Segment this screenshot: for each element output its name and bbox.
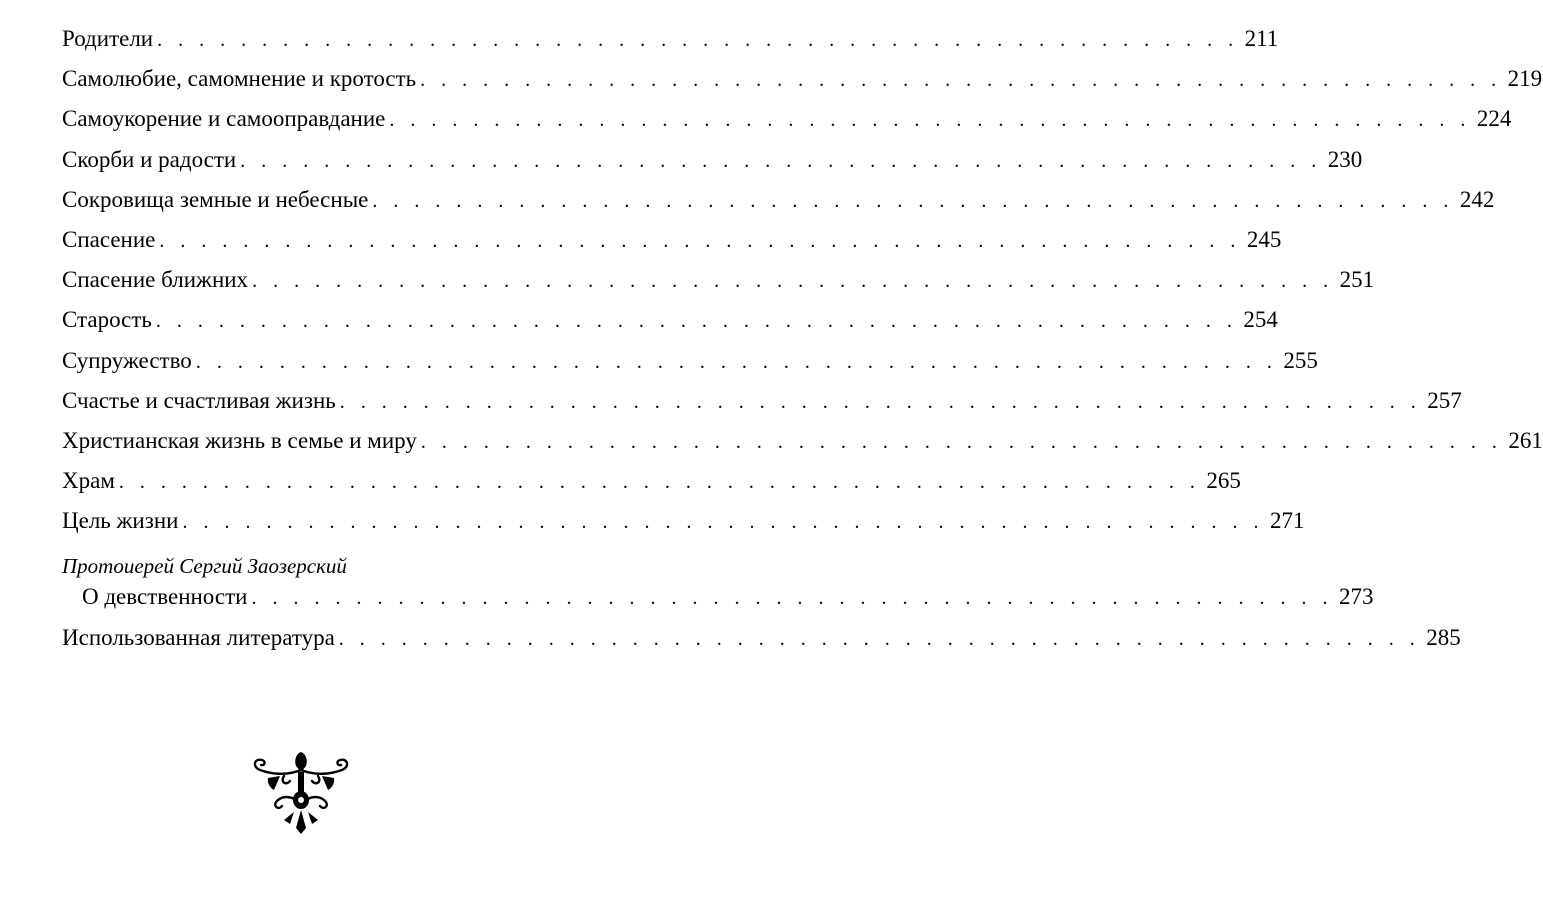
entry-title: Использованная литература: [62, 624, 335, 650]
toc-entry: [62, 508, 1305, 548]
entry-page: 219: [1507, 66, 1543, 92]
entry-title: Сокровища земные и небесные: [62, 186, 369, 212]
entry-title: Спасение ближних: [62, 267, 249, 293]
dot-leader: . . . . . . . . . . . . . . . . . . . . . . . . . . . . . . . . . . . . . . . . . . . . . . . . . . . .: [338, 627, 1421, 650]
floral-ornament-icon: [246, 748, 356, 838]
dot-leader: . . . . . . . . . . . . . . . . . . . . . . . . . . . . . . . . . . . . . . . . . . . . . . . . . . . .: [195, 350, 1278, 373]
entry-page: 211: [1244, 26, 1279, 51]
toc-entry: [62, 347, 1318, 388]
table-of-contents: [62, 26, 1543, 665]
toc-entry: [62, 106, 1512, 146]
entry-page: 230: [1327, 146, 1363, 172]
entry-title: О девственности: [82, 584, 248, 610]
dot-leader: . . . . . . . . . . . . . . . . . . . . . . . . . . . . . . . . . . . . . . . . . . . . . . . . . . . .: [251, 587, 1333, 610]
entry-page: 271: [1269, 508, 1305, 534]
entry-title: Христианская жизнь в семье и миру: [62, 427, 417, 453]
toc-entry: [62, 584, 1374, 624]
dot-leader: . . . . . . . . . . . . . . . . . . . . . . . . . . . . . . . . . . . . . . . . . . . . . . . . . . . .: [339, 390, 1422, 413]
entry-page: 261: [1508, 427, 1543, 453]
dot-leader: . . . . . . . . . . . . . . . . . . . . . . . . . . . . . . . . . . . . . . . . . . . . . . . . . . . .: [389, 109, 1471, 132]
toc-entry: [62, 624, 1461, 665]
toc-entry: [62, 307, 1278, 347]
entry-title: Храм: [62, 468, 115, 494]
dot-leader: . . . . . . . . . . . . . . . . . . . . . . . . . . . . . . . . . . . . . . . . . . . . . . . . . . . .: [420, 430, 1503, 453]
dot-leader: . . . . . . . . . . . . . . . . . . . . . . . . . . . . . . . . . . . . . . . . . . . . . . . . . . . .: [182, 511, 1264, 534]
entry-title: Скорби и радости: [62, 146, 237, 172]
toc-entry: [62, 427, 1543, 468]
entry-page: 255: [1283, 347, 1318, 373]
toc-entry: [62, 267, 1375, 307]
toc-entry: [62, 66, 1543, 106]
entry-page: 245: [1246, 226, 1282, 252]
entry-page: 254: [1243, 307, 1278, 333]
entry-page: 257: [1427, 387, 1462, 413]
entry-page: 273: [1338, 584, 1374, 610]
toc-entry: [62, 468, 1241, 508]
dot-leader: . . . . . . . . . . . . . . . . . . . . . . . . . . . . . . . . . . . . . . . . . . . . . . . . . . . .: [118, 471, 1201, 494]
dot-leader: . . . . . . . . . . . . . . . . . . . . . . . . . . . . . . . . . . . . . . . . . . . . . . . . . . . .: [420, 69, 1502, 92]
entry-title: Старость: [62, 307, 152, 333]
entry-page: 285: [1426, 624, 1461, 650]
entry-page: 242: [1459, 186, 1495, 212]
dot-leader: . . . . . . . . . . . . . . . . . . . . . . . . . . . . . . . . . . . . . . . . . . . . . . . . . . . .: [157, 29, 1239, 51]
entry-title: Супружество: [62, 347, 192, 373]
entry-page: 265: [1206, 468, 1241, 494]
entry-title: Счастье и счастливая жизнь: [62, 387, 336, 413]
dot-leader: . . . . . . . . . . . . . . . . . . . . . . . . . . . . . . . . . . . . . . . . . . . . . . . . . . . .: [252, 270, 1334, 293]
entry-title: Родители: [62, 26, 154, 51]
section-author: Протоиерей Сергий Заозерский: [62, 554, 347, 579]
entry-title: Самолюбие, самомнение и кротость: [62, 66, 417, 92]
entry-title: Спасение: [62, 226, 156, 252]
entry-title: Цель жизни: [62, 508, 179, 534]
toc-entry: [62, 387, 1462, 428]
toc-entry: [62, 26, 1279, 66]
toc-entry: [62, 186, 1495, 227]
dot-leader: . . . . . . . . . . . . . . . . . . . . . . . . . . . . . . . . . . . . . . . . . . . . . . . . . . . .: [155, 310, 1238, 333]
toc-entry: [62, 226, 1282, 267]
entry-page: 251: [1339, 267, 1375, 293]
dot-leader: . . . . . . . . . . . . . . . . . . . . . . . . . . . . . . . . . . . . . . . . . . . . . . . . . . . .: [372, 189, 1454, 212]
dot-leader: . . . . . . . . . . . . . . . . . . . . . . . . . . . . . . . . . . . . . . . . . . . . . . . . . . . .: [240, 149, 1322, 172]
entry-title: Самоукорение и самооправдание: [62, 106, 386, 132]
entry-page: 224: [1476, 106, 1512, 132]
toc-entry: [62, 146, 1363, 187]
dot-leader: . . . . . . . . . . . . . . . . . . . . . . . . . . . . . . . . . . . . . . . . . . . . . . . . . . . .: [159, 229, 1241, 252]
